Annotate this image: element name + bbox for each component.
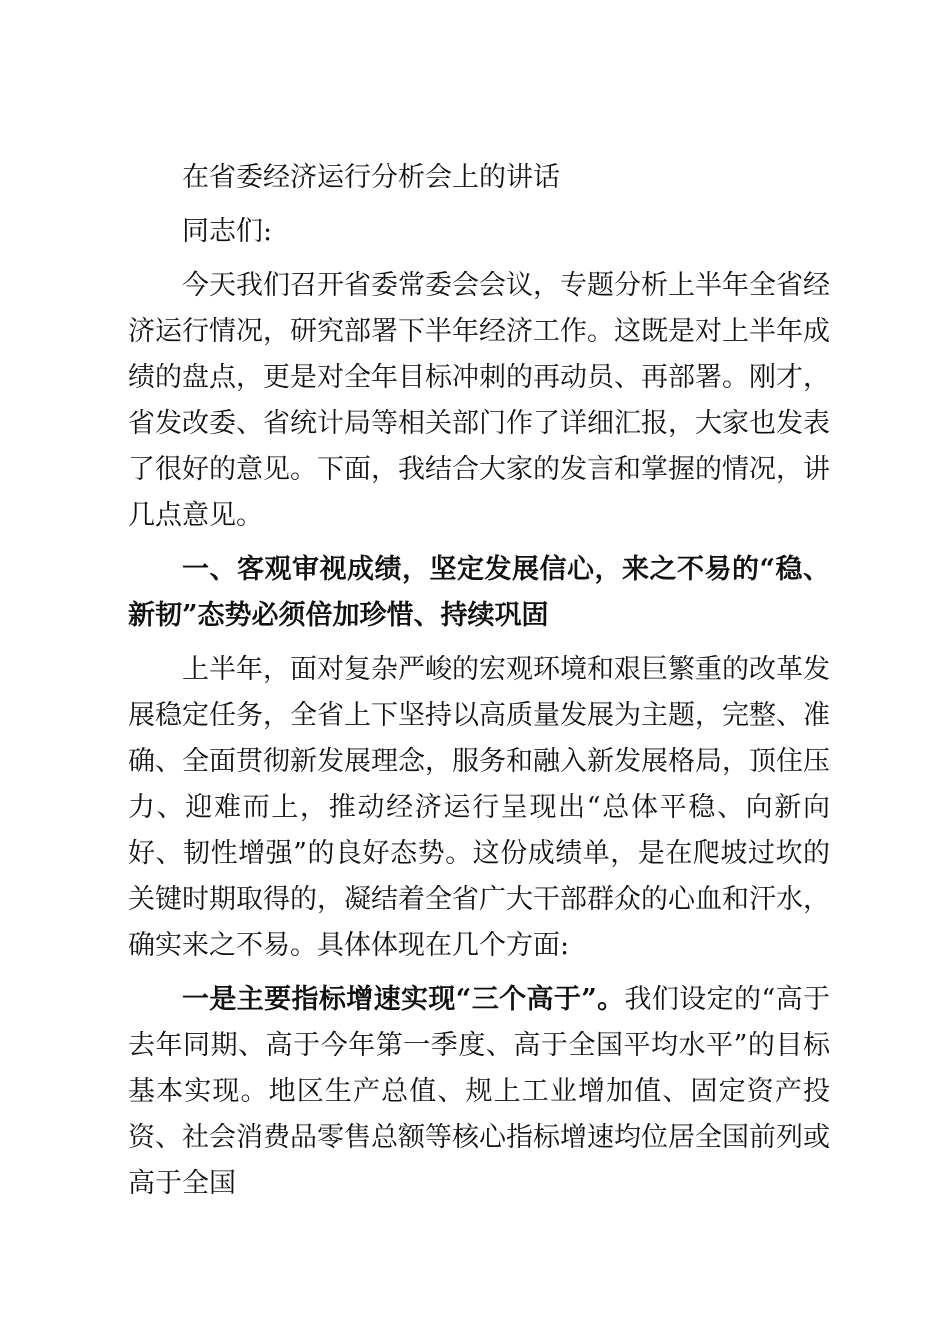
point-body: 我们设定的“高于去年同期、高于今年第一季度、高于全国平均水平”的目标基本实现。地区生产总值、规上工业增加值、固定资产投资、社会消费品零售总额等核心指标增速均位居全国前列或高于全国 (128, 984, 830, 1199)
section-paragraph: 上半年，面对复杂严峻的宏观环境和艰巨繁重的改革发展稳定任务，全省上下坚持以高质量发展为主题，完整、准确、全面贯彻新发展理念，服务和融入新发展格局，顶住压力、迎难而上，推动经济运行呈现出“总体平稳、向新向好、韧性增强”的良好态势。这份成绩单，是在爬坡过坎的关键时期取得的，凝结着全省广大干部群众的心血和汗水，确实来之不易。具体体现在几个方面: (128, 654, 830, 961)
point-paragraph (128, 977, 830, 1207)
intro-paragraph: 今天我们召开省委常委会会议，专题分析上半年全省经济运行情况，研究部署下半年经济工作。这既是对上半年成绩的盘点，更是对全年目标冲刺的再动员、再部署。刚才，省发改委、省统计局等相关部门作了详细汇报，大家也发表了很好的意见。下面，我结合大家的发言和掌握的情况，讲几点意见。 (128, 270, 830, 531)
document-body (128, 155, 830, 1215)
point-lead: 一是主要指标增速实现“三个高于”。 (182, 984, 625, 1015)
section-heading: 一、客观审视成绩，坚定发展信心，来之不易的“稳、新韧”态势必须倍加珍惜、持续巩固 (128, 554, 830, 631)
document-title: 在省委经济运行分析会上的讲话 (182, 162, 560, 193)
salutation: 同志们: (182, 216, 273, 247)
